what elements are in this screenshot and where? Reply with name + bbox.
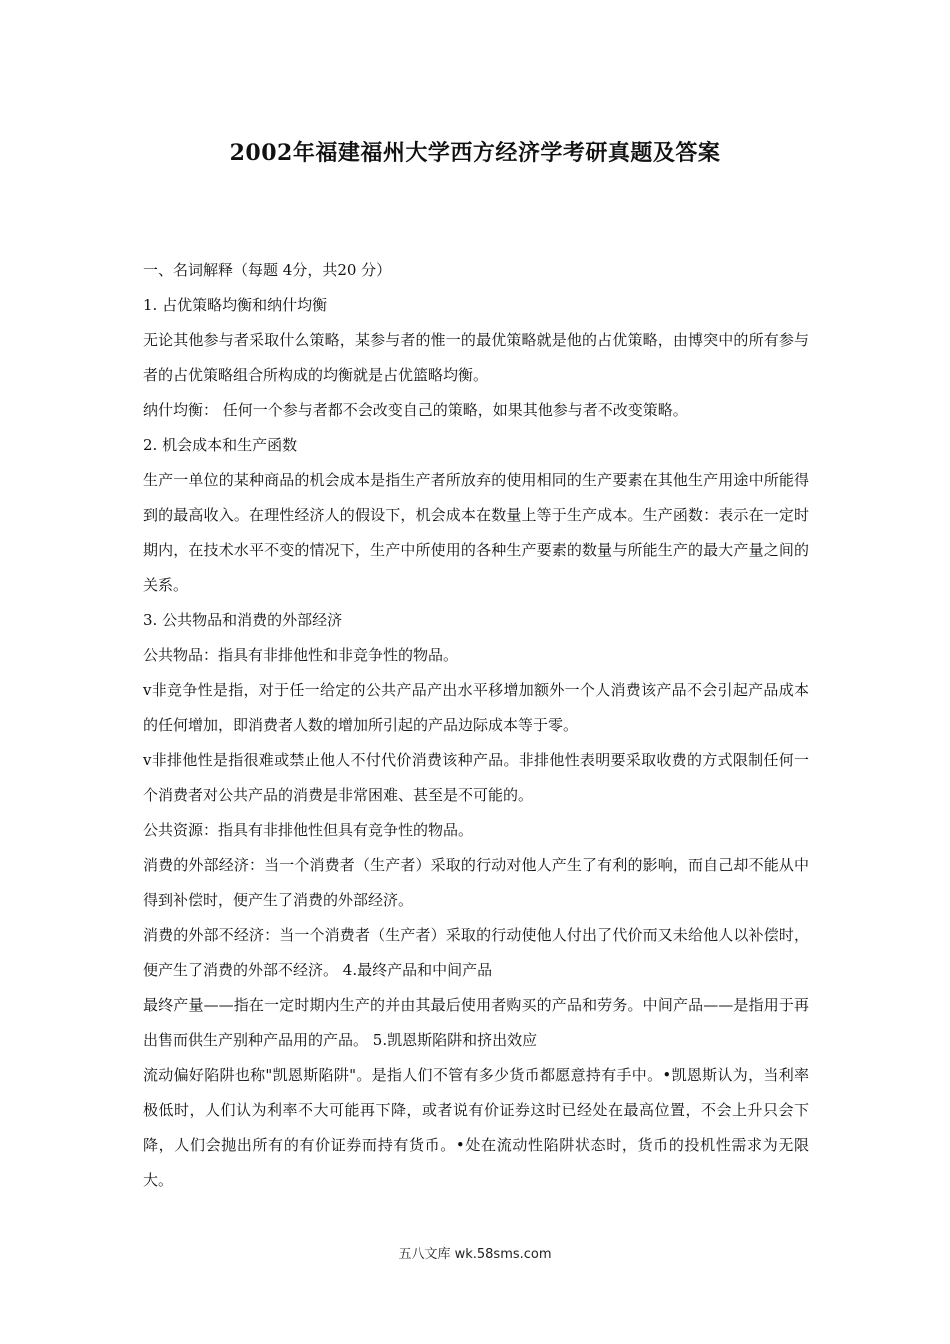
question-1-paragraph-1: 无论其他参与者采取什么策略，某参与者的惟一的最优策略就是他的占优策略，由博突中的所有参与者的占优策略组合所构成的均衡就是占优篮略均衡。 xyxy=(143,331,809,384)
question-3-title: 3. 公共物品和消费的外部经济 xyxy=(143,611,343,629)
question-5-paragraph-1: 流动偏好陷阱也称"凯恩斯陷阱"。是指人们不管有多少货币都愿意持有手中。•凯恩斯认为，当利率极低时，人们认为利率不大可能再下降，或者说有价证券这时已经处在最高位置，不会上升只会下降，人们会抛出所有的有价证券而持有货币。•处在流动性陷阱状态时，货币的投机性需求为无限大。 xyxy=(143,1066,809,1189)
question-2-title: 2. 机会成本和生产函数 xyxy=(143,436,298,454)
question-3-paragraph-1: 公共物品：指具有非排他性和非竞争性的物品。 xyxy=(143,646,459,664)
question-3-paragraph-6: 消费的外部不经济：当一个消费者（生产者）采取的行动使他人付出了代价而又未给他人以补偿时，便产生了消费的外部不经济。 4.最终产品和中间产品 xyxy=(143,926,809,979)
document-body xyxy=(143,253,809,1198)
question-3-paragraph-3: v非排他性是指很难或禁止他人不付代价消费该种产品。非排他性表明要采取收费的方式限制任何一个消费者对公共产品的消费是非常困难、甚至是不可能的。 xyxy=(143,751,809,804)
question-3-paragraph-2: v非竞争性是指，对于任一给定的公共产品产出水平移增加额外一个人消费该产品不会引起产品成本的任何增加，即消费者人数的增加所引起的产品边际成本等于零。 xyxy=(143,681,809,734)
question-1-paragraph-2: 纳什均衡： 任何一个参与者都不会改变自己的策略，如果其他参与者不改变策略。 xyxy=(143,401,688,419)
section-heading: 一、名词解释（每题 4分，共20 分） xyxy=(143,261,392,279)
question-3-paragraph-5: 消费的外部经济：当一个消费者（生产者）采取的行动对他人产生了有利的影响，而自己却不能从中得到补偿时，便产生了消费的外部经济。 xyxy=(143,856,809,909)
question-3-paragraph-4: 公共资源：指具有非排他性但具有竞争性的物品。 xyxy=(143,821,474,839)
document-title: 2002年福建福州大学西方经济学考研真题及答案 xyxy=(229,140,721,166)
question-2-paragraph-1: 生产一单位的某种商品的机会成本是指生产者所放弃的使用相同的生产要素在其他生产用途中所能得到的最高收入。在理性经济人的假设下，机会成本在数量上等于生产成本。生产函数：表示在一定时期内，在技术水平不变的情况下，生产中所使用的各种生产要素的数量与所能生产的最大产量之间的关系。 xyxy=(143,471,809,594)
question-4-paragraph-1: 最终产量——指在一定时期内生产的并由其最后使用者购买的产品和劳务。中间产品——是指用于再出售而供生产别种产品用的产品。 5.凯恩斯陷阱和挤出效应 xyxy=(143,996,809,1049)
footer-watermark: 五八文库 wk.58sms.com xyxy=(398,1247,552,1262)
question-1-title: 1. 占优策略均衡和纳什均衡 xyxy=(143,296,328,314)
